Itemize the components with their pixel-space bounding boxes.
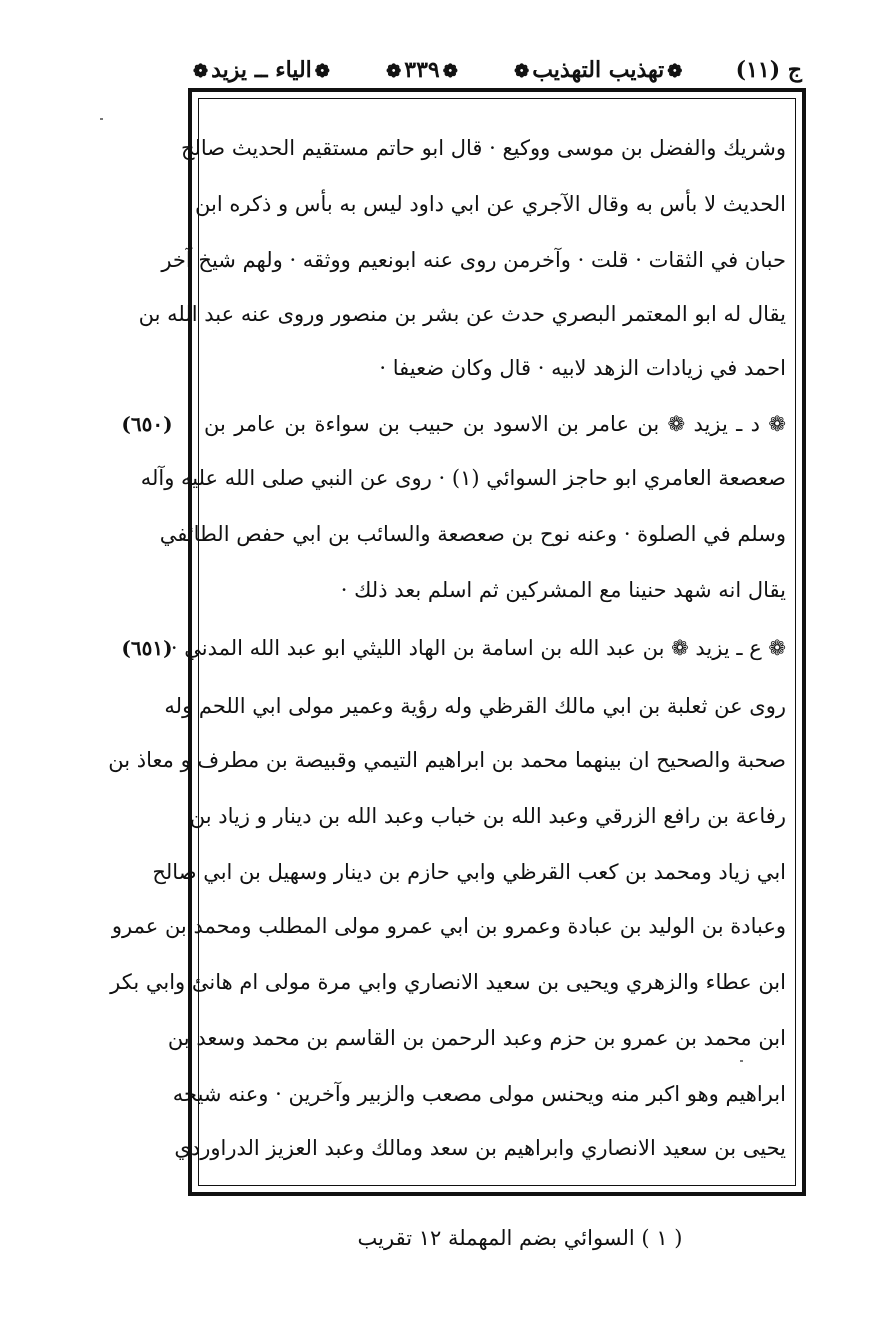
text-line: ابي زياد ومحمد بن كعب القرظي وابي حازم بن دينار وسهيل بن ابي صالح (152, 860, 786, 884)
text-line: يقال له ابو المعتمر البصري حدث عن بشر بن منصور وروى عنه عبد الله بن (138, 302, 786, 326)
footnote: ( ١ ) السوائي بضم المهملة ١٢ تقريب (357, 1226, 683, 1250)
text-line: وسلم في الصلوة · وعنه نوح بن صعصعة والسائب بن ابي حفص الطائفي (159, 522, 786, 546)
ornament-icon: ❁ (193, 61, 209, 82)
text-line: يحيى بن سعيد الانصاري وابراهيم بن سعد ومالك وعبد العزيز الدراوردي (174, 1136, 786, 1160)
text-line: ابن محمد بن عمرو بن حزم وعبد الرحمن بن القاسم بن محمد وسعد بن (167, 1026, 786, 1050)
text-line: يقال انه شهد حنينا مع المشركين ثم اسلم بعد ذلك · (340, 578, 786, 602)
text-line: روى عن ثعلبة بن ابي مالك القرظي وله رؤية وعمير مولى ابي اللحم وله (164, 694, 786, 718)
page-number-group (383, 57, 461, 83)
book-title: تهذيب التهذيب (532, 57, 665, 83)
entry-number: (٦٥١) (121, 636, 173, 660)
entry-heading-line: ❁ ع ـ يزيد ❁ بن عبد الله بن اسامة بن الهاد الليثي ابو عبد الله المدني · (170, 636, 786, 660)
running-header (190, 52, 802, 88)
section-title: الياء ــ يزيد (211, 57, 312, 83)
text-line: صعصعة العامري ابو حاجز السوائي (١) · روى عن النبي صلى الله عليه وآله (140, 466, 786, 490)
ornament-icon: ❁ (442, 61, 458, 82)
text-line: رفاعة بن رافع الزرقي وعبد الله بن خباب وعبد الله بن دينار و زياد بن (189, 804, 786, 828)
ornament-icon: ❁ (314, 61, 330, 82)
entry-number: (٦٥٠) (121, 412, 173, 436)
scan-speck (100, 118, 103, 120)
page-number: ٣٣٩ (404, 57, 440, 83)
entry-heading-line: ❁ د ـ يزيد ❁ بن عامر بن الاسود بن حبيب بن سواءة بن عامر بن (204, 412, 786, 436)
scan-speck (740, 1060, 743, 1062)
text-line: احمد في زيادات الزهد لابيه · قال وكان ضعيفا · (379, 356, 786, 380)
text-line: وعبادة بن الوليد بن عبادة وعمرو بن ابي عمرو مولى المطلب ومحمد بن عمرو (111, 914, 786, 938)
ornament-icon: ❁ (386, 61, 402, 82)
ornament-icon: ❁ (514, 61, 530, 82)
volume-number: ج (١١) (735, 57, 802, 83)
text-line: وشريك والفضل بن موسى ووكيع · قال ابو حاتم مستقيم الحديث صالح (180, 136, 786, 160)
section-title-group (190, 57, 333, 83)
text-line: حبان في الثقات · قلت · وآخرمن روى عنه ابونعيم ووثقه · ولهم شيخ آخر (161, 248, 786, 272)
text-line: الحديث لا بأس به وقال الآجري عن ابي داود ليس به بأس و ذكره ابن (195, 192, 786, 216)
text-line: صحبة والصحيح ان بينهما محمد بن ابراهيم التيمي وقبيصة بن مطرف و معاذ بن (108, 748, 786, 772)
text-line: ابن عطاء والزهري ويحيى بن سعيد الانصاري وابي مرة مولى ام هانئ وابي بكر (110, 970, 786, 994)
text-line: ابراهيم وهو اكبر منه ويحنس مولى مصعب والزبير وآخرين · وعنه شيخه (172, 1082, 786, 1106)
book-title-group (511, 57, 685, 83)
ornament-icon: ❁ (667, 61, 683, 82)
